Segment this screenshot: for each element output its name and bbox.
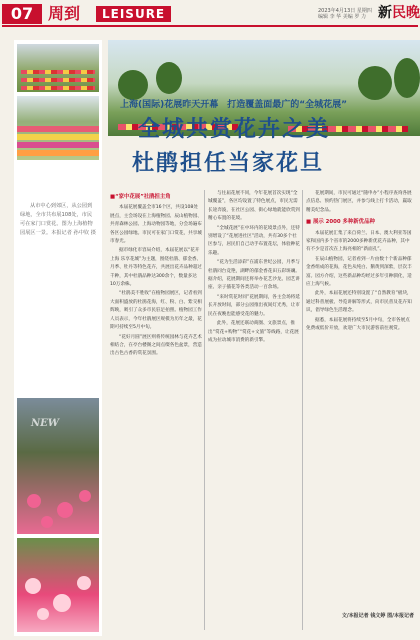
flower-garden-photo-2 bbox=[17, 96, 99, 160]
section-title-en: LEISURE bbox=[96, 6, 171, 22]
article-paragraph: 据市绿化市容局介绍，本届花展以“花开上海 乐享花城”为主题，围绕杜鹃、郁金香、月季、牡丹等特色花卉，共展出花卉品种超过千种，其中杜鹃品种达300余个，数量多达10万余株。 bbox=[110, 248, 202, 288]
article-byline: 文/本报记者 钱文婷 图/本报记者 bbox=[341, 613, 414, 619]
article-paragraph: 花展期间，市民可通过“随申办”小程序查询各展点信息、预约热门展区，并参与线上打卡活动，赢取精美纪念品。 bbox=[306, 191, 412, 213]
page-header bbox=[0, 0, 420, 26]
flower-garden-photo-4 bbox=[17, 538, 99, 632]
photo-caption: 从市中心到郊区，从公园到绿地，全市共布展108处，市民可在家门口赏花。图为上海植物园展区一景。本报记者 孙中钦 摄 bbox=[20, 203, 96, 236]
article-paragraph: “全城花展”在中环内的花境景点外，还特别增设了“花展进社区”活动，共有30多个社区参与，居民们自己动手布置花坛，体验种花乐趣。 bbox=[208, 225, 300, 256]
issue-editor-line: 编辑 李 华 美编 罗 力 bbox=[318, 14, 366, 20]
article-paragraph: 据悉，本届花展将持续至5月中旬，全市各展点免费或低价开放，欢迎广大市民游客前往观赏。 bbox=[306, 317, 410, 332]
article-column-2 bbox=[208, 190, 300, 620]
article-paragraph: 本届花展覆盖全市16个区，共设108处展点，主会场设在上海植物园、辰山植物园、共青森林公园、上海动物园等地，分会场遍布各区公园绿地。市民可在家门口赏花，共享城市春光。 bbox=[110, 205, 202, 245]
issue-date-line1: 2023年4月13日 星期四 bbox=[318, 8, 372, 14]
column-divider bbox=[302, 190, 303, 630]
article-paragraph: 本届花展汇集了来自荷兰、日本、澳大利亚等国家和国内多个省市的2000多种新优花卉品种，其中有不少是首次在上海亮相的“新面孔”。 bbox=[306, 230, 412, 253]
flower-garden-photo-3 bbox=[17, 398, 99, 534]
article-column-3 bbox=[306, 190, 414, 608]
article-paragraph: 与往届花展不同，今年花展首次实现“全城覆盖”，各区均设置了特色展点，市民无需长途奔波，在社区公园、街心绿地就能欣赏到精心布置的花境。 bbox=[208, 191, 300, 222]
logo-char-1: 新 bbox=[378, 5, 392, 21]
issue-date bbox=[318, 8, 376, 20]
subheadline: 上海(国际)花展昨天开幕 打造覆盖面最广的“全城花展” bbox=[120, 100, 348, 110]
headline-line-2: 杜鹃担任当家花旦 bbox=[132, 151, 325, 176]
article-paragraph: “花好月圆”展区则将传统园林与花卉艺术相结合，在亭台楼阁之间点缀各色盆景，营造出古色古香的赏花氛围。 bbox=[110, 334, 202, 357]
article-paragraph: “花为生活添彩”在浦东世纪公园，月季与杜鹃同台竞艳，湖畔的郁金香花田五彩斑斓。据介绍，花展期间还将举办花艺沙龙、园艺讲座、亲子插花等各类活动一百余场。 bbox=[208, 260, 300, 291]
column-divider bbox=[204, 190, 205, 630]
section-subhead: ■ 展示 2000 多种新优品种 bbox=[306, 219, 375, 226]
logo-char-2: 民晚 bbox=[392, 5, 420, 21]
page-number: 07 bbox=[2, 4, 42, 24]
article-paragraph: 此外，花展还联动商圈、文旅景点，推出“赏花+购物”“赏花+文旅”等线路，让花展成为拉动城市消费的新引擎。 bbox=[208, 321, 299, 343]
article-column-1 bbox=[110, 190, 202, 620]
newspaper-logo bbox=[378, 2, 420, 22]
flower-garden-photo-1 bbox=[17, 44, 99, 92]
article-paragraph: “杜鹃美不胜收”在植物园展区，记者看到大面积盛放的杜鹃花海，红、粉、白、紫交相辉映，吸引了众多市民驻足拍照。植物园工作人员表示，今年杜鹃展区规模为历年之最，花期可持续至5月中旬。 bbox=[110, 291, 202, 331]
section-subhead: ■“家中花展”社鹃担主角 bbox=[110, 194, 171, 200]
photo-watermark: NEW bbox=[31, 418, 59, 429]
section-title-zh: 周到 bbox=[48, 4, 81, 23]
article-paragraph: “来时赏花时同”花展期间，各主会场将延长开放时间，部分公园推出夜间灯光秀，让市民在夜晚也能感受花的魅力。 bbox=[208, 294, 300, 317]
headline-line-1: 全城共赏花卉之美 bbox=[138, 117, 331, 142]
header-rule bbox=[2, 25, 418, 27]
article-paragraph: 在辰山植物园，记者看到一片由数十个新品种郁金香组成的花海，花色从纯白、鹅黄到深紫，层次丰富。园方介绍，这些新品种均经过多年引种驯化，适应上海气候。 bbox=[306, 256, 412, 288]
article-paragraph: 此外，本届花展还特别设置了“自然教育”板块，通过科普展板、导览讲解等形式，向市民普及花卉知识，倡导绿色生活理念。 bbox=[306, 291, 412, 314]
left-photo-column bbox=[14, 40, 102, 636]
